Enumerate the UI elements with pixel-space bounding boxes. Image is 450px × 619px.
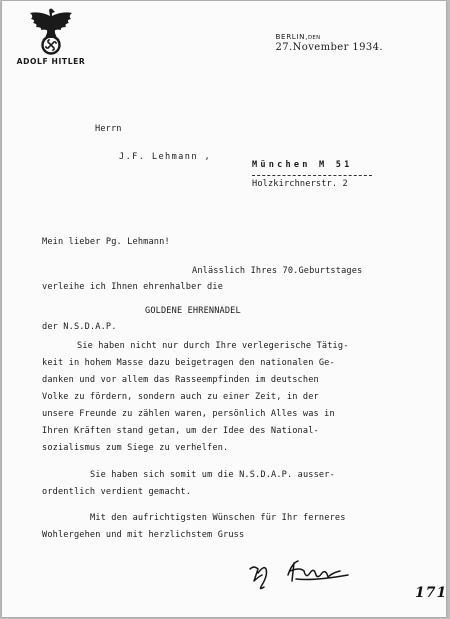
dateline-place: BERLIN, xyxy=(275,32,308,41)
letter-page xyxy=(2,1,446,617)
body-line: ordentlich verdient gemacht. xyxy=(42,487,192,497)
dateline xyxy=(264,22,383,63)
archive-number: 171 xyxy=(415,585,448,601)
award-name: GOLDENE EHRENNADEL xyxy=(145,306,241,316)
body-line: danken und vor allem das Rasseempfinden im deutschen xyxy=(42,375,319,385)
letterhead-name: ADOLF HITLER xyxy=(16,57,86,66)
body-line: unsere Freunde zu zählen waren, persönlich Alles was in xyxy=(42,409,335,419)
handwritten-signature-icon xyxy=(244,555,364,595)
body-line: sozialismus zum Siege zu verhelfen. xyxy=(42,443,229,453)
letterhead xyxy=(16,7,86,66)
body-line: Volke zu fördern, sondern auch zu einer Zeit, in der xyxy=(42,392,319,402)
body-line: verleihe ich Ihnen ehrenhalber die xyxy=(42,282,224,292)
greeting: Mein lieber Pg. Lehmann! xyxy=(42,237,170,247)
recipient-street: Holzkirchnerstr. 2 xyxy=(252,179,348,189)
city-underline xyxy=(252,175,372,176)
dateline-den: DEN xyxy=(307,35,321,41)
body-line: keit in hohem Masse dazu beigetragen den nationalen Ge- xyxy=(42,358,335,368)
dateline-date: 27.November 1934. xyxy=(275,42,383,53)
recipient-city: München M 51 xyxy=(252,160,353,170)
body-line: Sie haben nicht nur durch Ihre verlegerische Tätig- xyxy=(77,341,349,351)
body-line: Wohlergehen und mit herzlichstem Gruss xyxy=(42,530,245,540)
body-line: Ihren Kräften stand getan, um der Idee des National- xyxy=(42,426,319,436)
eagle-emblem-icon xyxy=(28,7,74,55)
body-line: Anlässlich Ihres 70.Geburtstages xyxy=(192,266,363,276)
recipient-title: Herrn xyxy=(95,124,122,134)
body-line: Sie haben sich somit um die N.S.D.A.P. ausser- xyxy=(90,470,335,480)
body-line: Mit den aufrichtigsten Wünschen für Ihr ferneres xyxy=(90,513,346,523)
recipient-name: J.F. Lehmann , xyxy=(119,152,212,162)
body-line: der N.S.D.A.P. xyxy=(42,322,117,332)
